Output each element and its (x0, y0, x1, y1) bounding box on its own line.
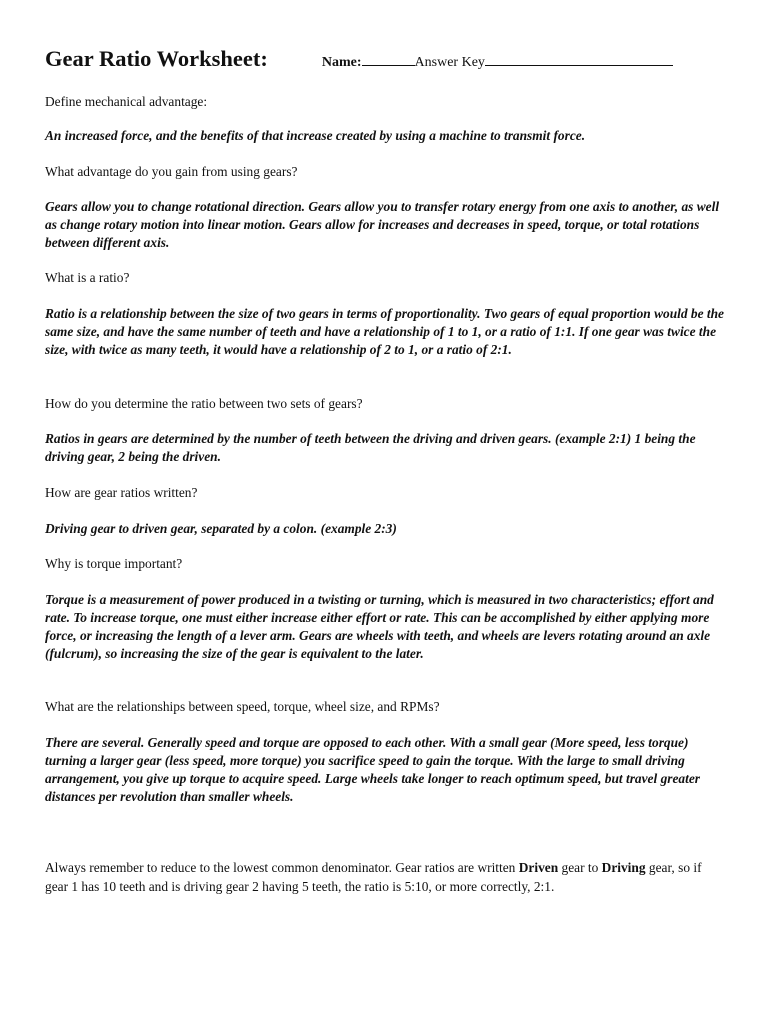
name-trailing-underline (485, 53, 673, 66)
question-6: Why is torque important? (45, 556, 183, 571)
name-line (322, 53, 673, 71)
footer-note-part1: Always remember to reduce to the lowest common denominator. Gear ratios are written (45, 860, 519, 875)
question-3: What is a ratio? (45, 270, 130, 285)
footer-note (45, 858, 727, 896)
footer-note-part3: gear, so if gear 1 has 10 teeth and is driving gear 2 having 5 teeth, the ratio is 5:10, or more correctly, 2:1. (45, 860, 702, 894)
answer-3: Ratio is a relationship between the size of two gears in terms of proportionality. Two gears of equal proportion would be the same size, and have the same number of teeth and have a relationship of 1 to 1, or a ratio of 1:1. If one gear was twice the size, with twice as many teeth, it would have a relationship of 2 to 1, or a ratio of 2:1. (45, 306, 725, 357)
name-label: Name: (321, 55, 362, 70)
answer-7: There are several. Generally speed and torque are opposed to each other. With a small gear (More speed, less torque) turning a larger gear (less speed, more torque) you sacrifice speed to gain the torque. With the large to small driving arrangement, you give up torque to acquire speed. Large wheels take longer to reach optimum speed, but travel greater distances per revolution than smaller wheels. (45, 735, 700, 804)
answer-1: An increased force, and the benefits of that increase created by using a machine to transmit force. (45, 128, 586, 143)
question-7: What are the relationships between speed, torque, wheel size, and RPMs? (45, 699, 440, 714)
name-value: Answer Key (414, 55, 485, 70)
footer-note-driving: Driving (601, 860, 646, 875)
worksheet-header (45, 46, 725, 80)
name-blank-underline (362, 53, 415, 66)
answer-2: Gears allow you to change rotational direction. Gears allow you to transfer rotary energy from one axis to another, as well as change rotary motion into linear motion. Gears allow for increases and decreases in speed, torque, or total rotations between different axis. (45, 199, 720, 250)
footer-note-part2: gear to (558, 860, 602, 875)
worksheet-title: Gear Ratio Worksheet: (45, 46, 268, 71)
answer-5: Driving gear to driven gear, separated by a colon. (example 2:3) (45, 521, 397, 536)
worksheet-page (45, 46, 725, 894)
question-5: How are gear ratios written? (45, 485, 198, 500)
question-2: What advantage do you gain from using gears? (45, 164, 298, 179)
question-1: Define mechanical advantage: (45, 94, 208, 109)
question-4: How do you determine the ratio between two sets of gears? (45, 396, 363, 411)
answer-4: Ratios in gears are determined by the number of teeth between the driving and driven gears. (example 2:1) 1 being the driving gear, 2 being the driven. (45, 431, 696, 464)
answer-6: Torque is a measurement of power produced in a twisting or turning, which is measured in two characteristics; effort and rate. To increase torque, one must either increase either effort or rate. This can be accomplished by either applying more force, or increasing the length of a lever arm. Gears are wheels with teeth, and wheels are levers rotating around an axle (fulcrum), so increasing the size of the gear is equivalent to the later. (45, 592, 714, 661)
footer-note-driven: Driven (518, 860, 559, 875)
